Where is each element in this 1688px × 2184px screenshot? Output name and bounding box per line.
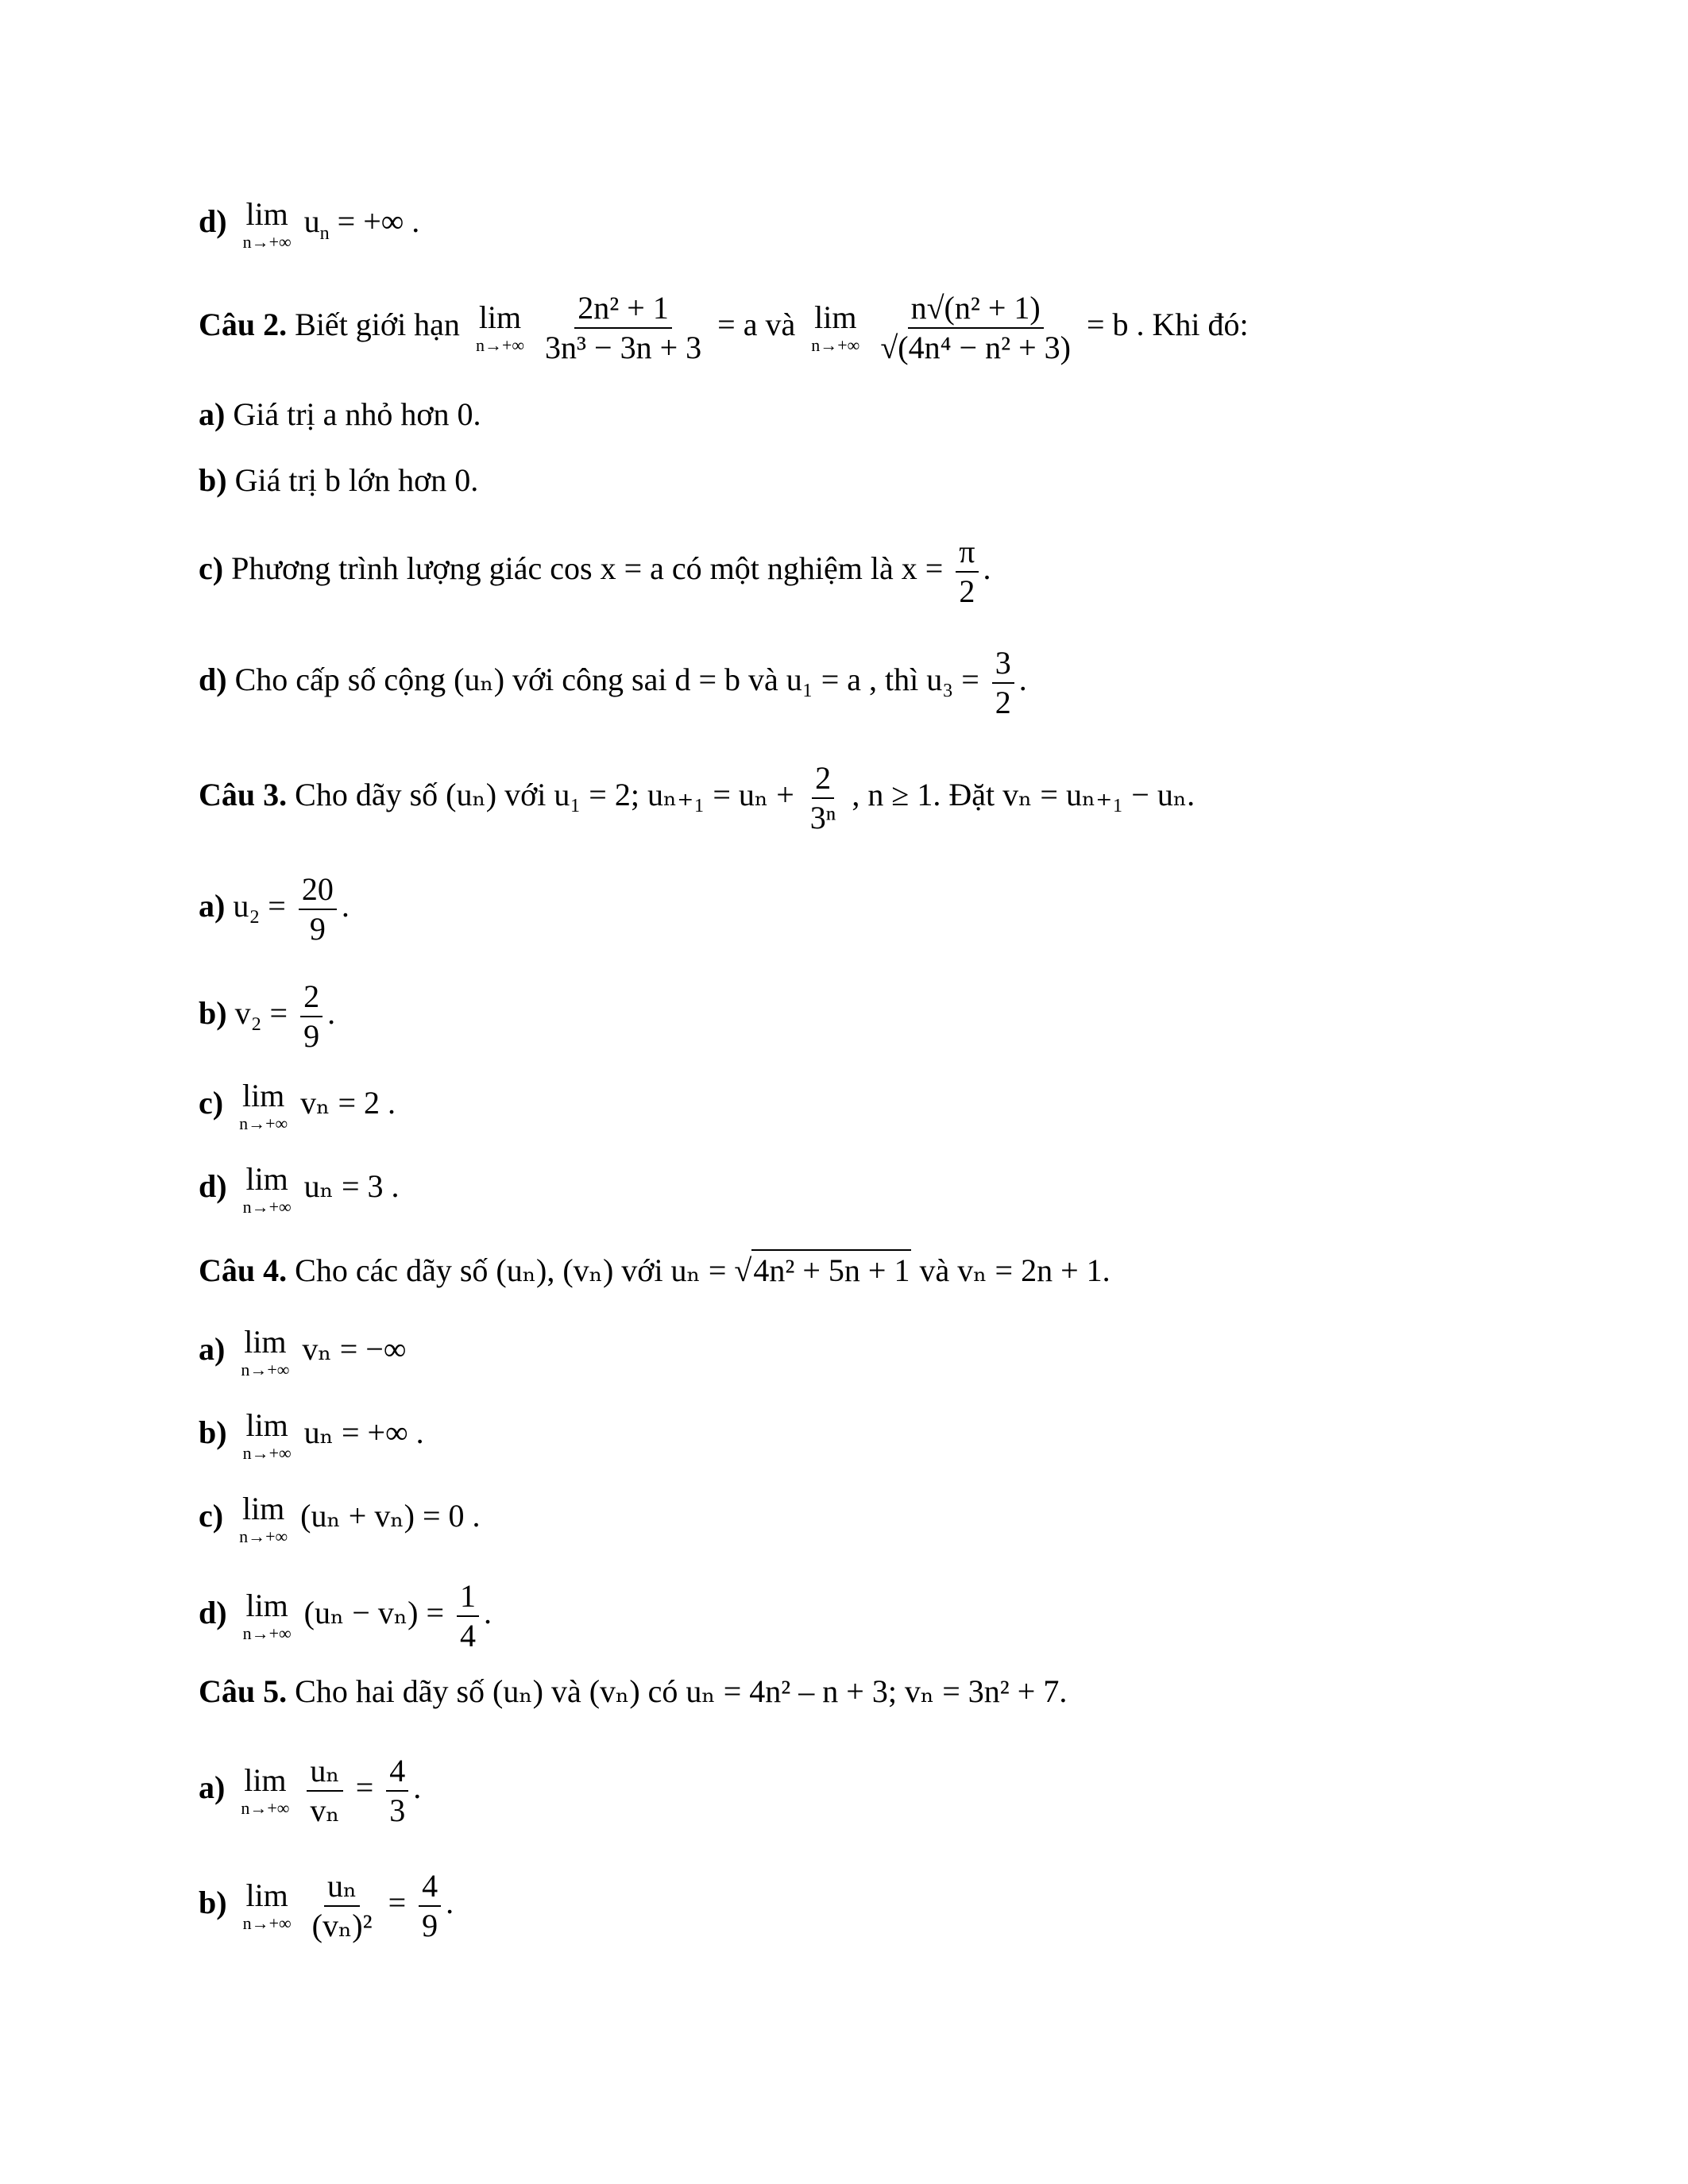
limit-operator: lim n→+∞ [242,196,292,252]
question-text: Biết giới hạn [295,307,460,343]
question-label: Câu 5. [199,1673,288,1709]
question-4-b [199,1407,424,1463]
item-label: b) [199,995,227,1032]
question-text: và vₙ = 2n + 1. [919,1252,1111,1288]
fraction: $\frac{2}{9}$ [300,981,323,1052]
item-label: d) [199,1168,227,1205]
question-3-stem [199,762,1195,834]
item-label: c) [199,1498,224,1534]
item-text: Giá trị b lớn hơn 0. [234,462,479,498]
item-label: a) [199,1769,226,1806]
item-text: vₙ = 2 . [300,1085,396,1121]
question-3-d [199,1163,400,1216]
question-2-c: c) Phương trình lượng giác cos x = a có một nghiệm là x = $\frac{\pi}{2}$ . [199,534,991,609]
limit-operator: lim n→+∞ [241,1324,290,1379]
item-label: a) [199,888,226,924]
question-2-b [199,462,479,498]
question-4-c [199,1493,481,1545]
item-text: Giá trị a nhỏ hơn 0. [233,396,481,432]
question-label: Câu 2. [199,307,288,343]
fraction: $\frac{3}{2}$ [992,647,1014,719]
fraction: $\frac{4}{3}$ [386,1755,408,1827]
fraction: $\frac{\pi}{2}$ [956,536,978,608]
fraction: $\frac{20}{9}$ [299,874,337,945]
question-5-a: a) lim n→+∞ $\frac{\text{uₙ}}{\text{vₙ}}$ = $\frac{4}{3}$ . [199,1753,422,1828]
question-3-a: a) u₂ = $\frac{20}{9}$ . [199,871,350,947]
limit-operator: lim n→+∞ [239,1078,288,1133]
item-text: uₙ = 3 . [303,1168,400,1205]
item-label: b) [199,462,227,498]
question-text: , n ≥ 1. Đặt vₙ = uₙ₊₁ − uₙ. [852,777,1196,813]
limit-operator: lim n→+∞ [242,1588,292,1643]
item-label: b) [199,1414,227,1451]
question-5-b: b) lim n→+∞ $\frac{\text{uₙ}}{\text{(vₙ)²}}$ = $\frac{4}{9}$ . [199,1868,454,1943]
question-5-stem [199,1673,1068,1709]
question-text: = a và [717,307,796,343]
square-root: √4n² + 5n + 1 [734,1255,911,1287]
fraction: $\frac{4}{9}$ [419,1870,441,1942]
question-label: Câu 4. [199,1252,288,1288]
question-4-stem [199,1252,1111,1288]
question-3-b: b) v₂ = $\frac{2}{9}$ . [199,978,336,1054]
question-label: Câu 3. [199,777,288,813]
question-2-stem [199,292,1249,364]
item-text: (uₙ + vₙ) = 0 . [300,1498,481,1534]
question-text: = b . Khi đó: [1086,307,1249,343]
fraction-b: $\frac{\text{n√(n² + 1)}}{\text{√(4n⁴ − n² + 3)}}$ [880,290,1071,365]
question-text: Cho dãy số (uₙ) với u₁ = 2; uₙ₊₁ = uₙ + [295,777,794,813]
item-label: c) [199,1085,224,1121]
fraction-a: $\frac{\text{2n² + 1}}{\text{3n³ − 3n + 3}}$ [545,290,702,365]
prev-item-d: d) lim n→+∞ $u_n$ = +∞ . [199,196,420,252]
item-text: Cho cấp số cộng (uₙ) với công sai d = b và u₁ = a , thì u₃ = [234,662,979,698]
question-4-d: d) lim n→+∞ (uₙ − vₙ) = $\frac{1}{4}$ . [199,1578,492,1653]
question-3-c [199,1080,396,1133]
question-text: Cho các dãy số (uₙ), (vₙ) với uₙ = [295,1252,727,1288]
limit-value: = +∞ . [337,203,420,240]
item-text: uₙ = +∞ . [303,1414,424,1451]
question-2-a [199,396,481,432]
item-label: d) [199,662,227,698]
fraction: $\frac{1}{4}$ [457,1580,479,1652]
item-text: u₂ = [233,888,286,924]
limit-operator: lim n→+∞ [239,1491,288,1546]
limit-operator: lim n→+∞ [475,299,525,355]
item-label: d) [199,1595,227,1631]
limit-operator: lim n→+∞ [242,1161,292,1217]
item-label: d) [199,203,227,240]
item-label: b) [199,1885,227,1921]
limit-operator: lim n→+∞ [811,299,860,355]
question-2-d: d) Cho cấp số cộng (uₙ) với công sai d = b và u₁ = a , thì u₃ = $\frac{3}{2}$ . [199,645,1027,720]
limit-operator: lim n→+∞ [242,1877,292,1933]
item-label: a) [199,396,226,432]
item-text: v₂ = [234,995,288,1032]
item-label: a) [199,1331,226,1368]
limit-operator: lim n→+∞ [242,1407,292,1463]
item-text: (uₙ − vₙ) = [303,1595,445,1631]
item-text: Phương trình lượng giác cos x = a có một nghiệm là x = [231,550,944,587]
fraction: $\frac{2}{\text{3ⁿ}}$ [809,760,836,835]
limit-operator: lim n→+∞ [241,1762,290,1818]
question-text: Cho hai dãy số (uₙ) và (vₙ) có uₙ = 4n² – n + 3; vₙ = 3n² + 7. [295,1673,1068,1709]
fraction: $\frac{\text{uₙ}}{\text{vₙ}}$ [307,1755,342,1827]
item-label: c) [199,550,224,587]
item-text: vₙ = −∞ [302,1331,407,1368]
question-4-a [199,1326,406,1379]
fraction: $\frac{\text{uₙ}}{\text{(vₙ)²}}$ [311,1868,373,1943]
